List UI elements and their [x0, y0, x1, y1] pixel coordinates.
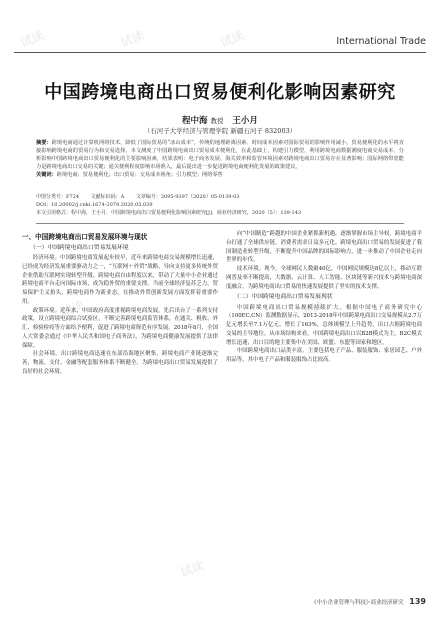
meta-divider — [36, 223, 404, 224]
keywords-text: 跨境电商；贸易便利化；出口贸易；交易成本视角；引力模型；网络零售 — [56, 172, 223, 179]
keywords-label: 关键词： — [36, 172, 57, 179]
affiliation: （石河子大学经济与管理学院 新疆石河子 832003） — [143, 127, 297, 135]
watermark: 试读 — [118, 28, 146, 50]
abstract-label: 摘要： — [36, 140, 52, 146]
right-column — [226, 230, 422, 365]
abstract — [36, 139, 404, 179]
watermark: 试读 — [178, 558, 206, 580]
header-divider — [14, 52, 426, 53]
journal-name: 《中小企业管理与科技》·商业经济研究 — [311, 600, 404, 606]
subsection-heading-1: （一）中国跨境电商出口贸易发展环境 — [30, 244, 129, 251]
abstract-text: 跨境电商通过计算机网络技术，降低了国际贸易的“冰山成本”，传统的地理距离因素、时间成本因素对国际贸易的影响作用减小，贸易便利化的水平将直接影响跨境电商的贸易行为和交易选择。本文测度了中国跨境电商出口贸易成本便利化，在此基础上，构建引力模型，利用跨境电商数据测度电商交易成本、分析影响中国跨境电商出口贸易便利化的主要影响因素，结果表明：电子商务发展、海关效率和监管环境因素对跨境电商出口贸易存在显著影响；国际网络带宽能力是跨境电商出口交易的关键；通关便利程度影响市场准入，最后提出进一步促进跨境电商便利化发展的政策建议。 — [36, 140, 404, 171]
section-header: International Trade — [336, 36, 426, 47]
author-line — [0, 114, 440, 126]
body-paragraph: 技术环境。现今，全球网民人数破40亿，中国网民规模达8亿以上，移动互联网普及率不断提高，大数据、云计算、人工智能、区块链等新兴技术与跨境电商深度融合，为跨境电商出口贸易的快速发展提供了坚实的技术支撑。 — [226, 266, 422, 290]
article-number: 文章编号：2095-9397（2020）05-0139-03 — [135, 194, 240, 200]
left-column — [22, 230, 218, 377]
author-name-2: 王小月 — [232, 116, 258, 126]
body-paragraph: 社会环境。出口跨境电商迅速在东部沿海地区聚集，跨境电商产业链逐渐完善，物流、支付、金融等配套服务体系不断健全，为跨境电商出口贸易发展提供了良好的社会环境。 — [22, 351, 218, 375]
body-paragraph: 政策环境。近年来，中国政府高度重视跨境电商发展，先后出台了一系列支持政策，设立跨境电商综合试验区，不断完善跨境电商监管体系，在通关、税收、外汇、检验检疫等方面给予便利，促进了跨境电商规范有序发展。2018年8月，全国人大常委会通过《中华人民共和国电子商务法》，为跨境电商健康发展提供了法律保障。 — [22, 307, 218, 349]
subsection-heading-2: （二）中国跨境电商出口贸易发展现状 — [234, 294, 333, 301]
paper-title: 中国跨境电商出口贸易便利化影响因素研究 — [44, 82, 396, 103]
author-title-1: 教授 — [210, 117, 224, 125]
body-paragraph: 中国跨境电商出口品类丰富，主要包括电子产品、服装服饰、家居园艺、户外用品等，其中电子产品和服装服饰占比较高。 — [226, 348, 422, 364]
watermark: 试读 — [218, 28, 246, 50]
page-number: 139 — [409, 597, 426, 606]
doi: DOI：10.20002/j.cnki.1674-2079.2020.05.039 — [36, 202, 153, 208]
body-paragraph: 中国跨境电商出口贸易规模持续扩大。根据中国电子商务研究中心（100EC.CN）监测数据显示，2013-2018年中国跨境电商出口交易规模从2.7万亿元增长至7.1万亿元，增长了163%，总体规模呈上升趋势，出口占据跨境电商交易的主导地位。从市场结构来看，中国跨境电商出口以B2B模式为主，B2C模式增长迅速，出口目的地主要集中在美国、欧盟、东盟等国家和地区。 — [226, 304, 422, 346]
watermark: 试读 — [58, 298, 86, 320]
section-heading-1: 一、中国跨境电商出口贸易发展环境与现状 — [22, 233, 148, 241]
watermark: 试读 — [18, 28, 46, 50]
clc-number: 中图分类号：F724 — [36, 194, 80, 200]
watermark: 试读 — [298, 298, 326, 320]
citation-format: 本文引用格式：程中海，王小月．中国跨境电商出口贸易便利化影响因素研究[J]．商业经济研究，2020（5）：139-143 — [36, 210, 302, 216]
article-meta — [36, 193, 404, 217]
doc-code: 文献标识码：A — [90, 194, 125, 200]
body-paragraph: 经济环境。中国跨境电商发展起步较早，近年来跨境电商交易规模增长迅速，已经成为经济发展重要驱动力之一，“互联网＋外贸”战略，导向支持更多传统外贸企业借助互联网实现转型升级。跨境电商自由程度以来，带动了大量中小企业通过跨境电商平台走向国际市场，成为稳外贸的重要支撑。当前全球经济复苏乏力，贸易保护主义抬头，跨境电商作为新业态，在推动外贸创新发展方面发挥着重要作用。 — [22, 255, 218, 305]
body-paragraph: 向“中国制造”跨越的中国企业紧抓新机遇，逐渐掌握市场主导权，跨境电商平台打通了全球供应链，消费者需求日益多元化。跨境电商出口贸易的发展促进了我国制造业转型升级，不断提升中国品牌的国际影响力，进一步推动了中国企业走向世界的步伐。 — [226, 231, 422, 264]
author-name-1: 程中海 — [182, 116, 208, 126]
page-footer — [311, 597, 426, 606]
